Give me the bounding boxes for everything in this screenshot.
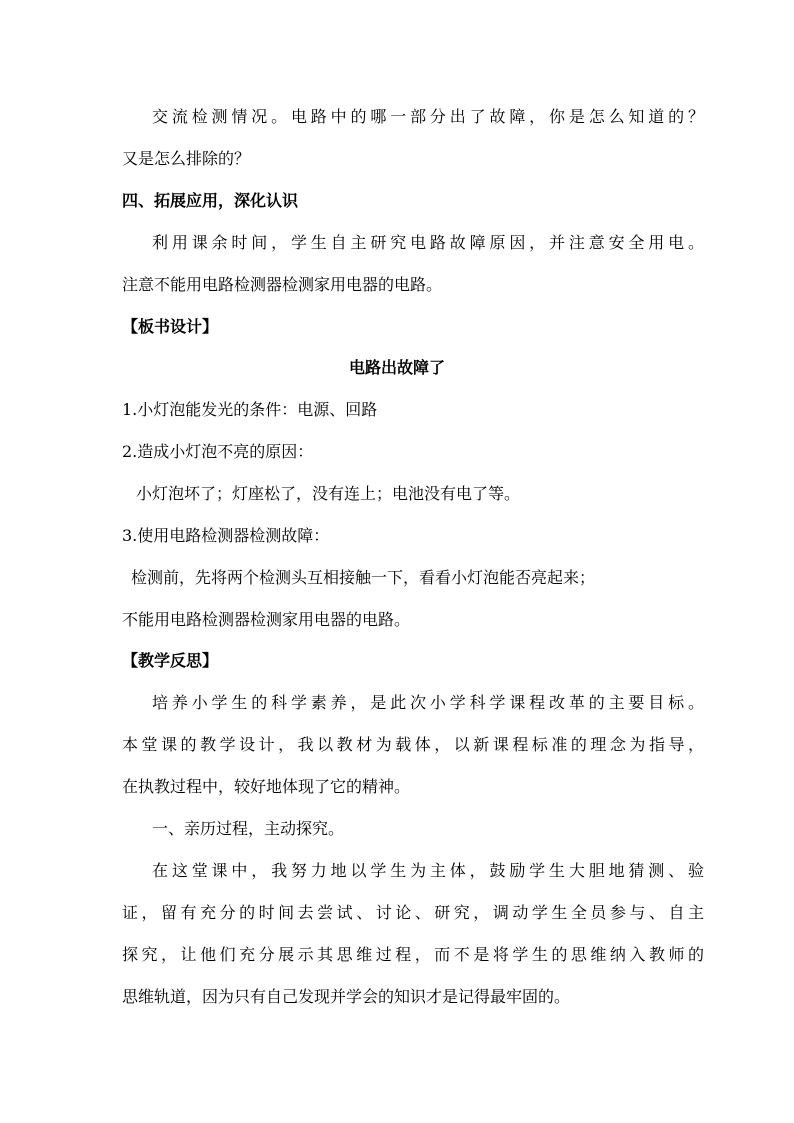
section-heading: 【板书设计】 (122, 317, 219, 336)
paragraph-line: 培养小学生的科学素养，是此次小学科学课程改革的主要目标。 (152, 693, 704, 712)
list-item: 3.使用电路检测器检测故障： (122, 526, 330, 545)
list-item: 1.小灯泡能发光的条件：电源、回路 (122, 400, 378, 419)
paragraph-line: 利用课余时间，学生自主研究电路故障原因，并注意安全用电。 (152, 233, 704, 252)
paragraph-line: 注意不能用电路检测器检测家用电器的电路。 (122, 275, 443, 294)
paragraph-line: 在执教过程中，较好地体现了它的精神。 (122, 777, 411, 796)
paragraph-line: 在这堂课中，我努力地以学生为主体，鼓励学生大胆地猜测、验 (152, 861, 704, 880)
paragraph-line: 思维轨道，因为只有自己发现并学会的知识才是记得最牢固的。 (122, 987, 571, 1006)
list-item: 检测前，先将两个检测头互相接触一下，看看小灯泡能否亮起来； (131, 568, 596, 587)
board-title: 电路出故障了 (348, 358, 445, 377)
paragraph-line: 一、亲历过程，主动探究。 (152, 819, 345, 838)
paragraph-line: 本堂课的教学设计，我以教材为载体，以新课程标准的理念为指导， (122, 735, 704, 754)
paragraph-line: 交流检测情况。电路中的哪一部分出了故障，你是怎么知道的？ (152, 107, 704, 126)
list-item: 不能用电路检测器检测家用电器的电路。 (122, 610, 411, 629)
paragraph-line: 探究，让他们充分展示其思维过程，而不是将学生的思维纳入教师的 (122, 945, 704, 964)
list-item: 2.造成小灯泡不亮的原因： (122, 442, 314, 461)
list-item: 小灯泡坏了；灯座松了，没有连上；电池没有电了等。 (136, 484, 521, 503)
section-heading: 四、拓展应用，深化认识 (122, 191, 299, 210)
section-heading: 【教学反思】 (122, 651, 219, 670)
paragraph-line: 又是怎么排除的？ (122, 149, 251, 168)
paragraph-line: 证，留有充分的时间去尝试、讨论、研究，调动学生全员参与、自主 (122, 903, 704, 922)
